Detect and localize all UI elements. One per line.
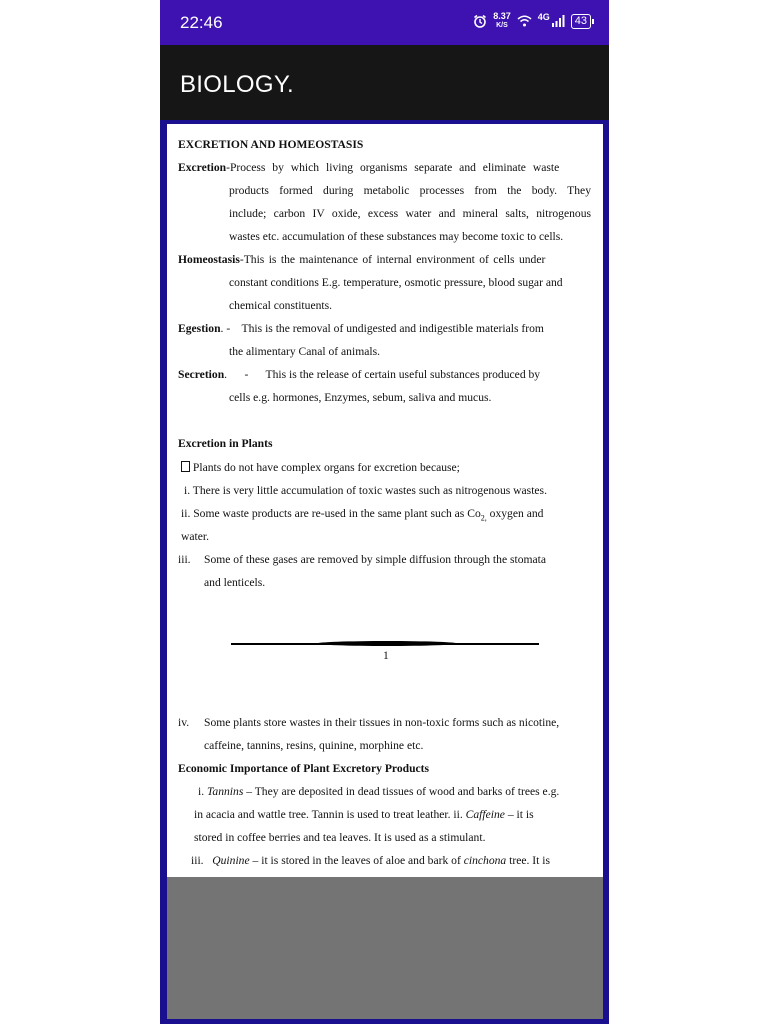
wifi-icon [517, 15, 532, 27]
app-title: BIOLOGY. [180, 71, 295, 98]
item-ii-line-2: water. [181, 530, 210, 543]
item-iii-number: iii. [178, 553, 191, 566]
document-viewer[interactable] [160, 120, 609, 1024]
status-bar [160, 0, 609, 45]
economic-heading: Economic Importance of Plant Excretory Products [178, 762, 430, 775]
status-time: 22:46 [180, 13, 223, 32]
secretion-definition: Secretion. - This is the release of certain useful substances produced by [178, 368, 541, 381]
secretion-term: Secretion [178, 368, 225, 381]
economic-item-i-line-3: stored in coffee berries and tea leaves. It is used as a stimulant. [194, 831, 486, 844]
page-number: 1 [383, 649, 389, 662]
homeostasis-line-3: chemical constituents. [229, 299, 333, 312]
network-speed-unit: K/S [496, 22, 508, 29]
egestion-line-2: the alimentary Canal of animals. [229, 345, 380, 358]
alarm-icon [473, 14, 487, 28]
homeostasis-term: Homeostasis [178, 253, 240, 266]
network-speed-value: 8.37 [493, 11, 511, 21]
excretion-line-2: products formed during metabolic processes from the body. They [229, 184, 591, 197]
egestion-term: Egestion [178, 322, 221, 335]
item-iv: Some plants store wastes in their tissues in non-toxic forms such as nicotine, [204, 716, 560, 729]
item-ii: ii. Some waste products are re-used in the same plant such as $Co_{2,}$ oxygen and [181, 507, 544, 523]
document-page[interactable] [167, 124, 603, 877]
economic-item-i-line-2: in acacia and wattle tree. Tannin is used to treat leather. ii. Caffeine – it is [194, 808, 534, 821]
blank-page-area [167, 877, 603, 1019]
excretion-definition: Excretion-Process by which living organisms separate and eliminate waste [178, 161, 560, 174]
item-i: i. There is very little accumulation of toxic wastes such as nitrogenous wastes. [184, 484, 547, 497]
secretion-line-2: cells e.g. hormones, Enzymes, sebum, saliva and mucus. [229, 391, 492, 404]
missing-glyph-icon [181, 461, 190, 472]
app-bar [160, 45, 609, 120]
item-iv-number: iv. [178, 716, 190, 729]
economic-item-iii: iii. Quinine – it is stored in the leaves of aloe and bark of cinchona tree. It is [191, 854, 551, 867]
egestion-definition: Egestion. - This is the removal of undigested and indigestible materials from [178, 322, 544, 335]
homeostasis-line-2: constant conditions E.g. temperature, osmotic pressure, blood sugar and [229, 276, 563, 289]
item-iii-line-2: and lenticels. [204, 576, 266, 589]
status-icons [473, 12, 591, 30]
excretion-line-3: include; carbon IV oxide, excess water and mineral salts, nitrogenous [229, 207, 591, 220]
phone-screen [160, 0, 609, 1024]
network-speed [493, 12, 511, 30]
item-iii: Some of these gases are removed by simple diffusion through the stomata [204, 553, 547, 566]
economic-item-i: i. Tannins – They are deposited in dead tissues of wood and barks of trees e.g. [198, 785, 560, 798]
signal-icon [552, 15, 565, 27]
excretion-term: Excretion [178, 161, 227, 174]
network-type: 4G [537, 12, 550, 22]
excretion-line-4: wastes etc. accumulation of these substances may become toxic to cells. [229, 230, 564, 243]
plants-heading: Excretion in Plants [178, 437, 273, 450]
homeostasis-definition: Homeostasis-This is the maintenance of internal environment of cells under [178, 253, 546, 266]
bullet-line: Plants do not have complex organs for excretion because; [181, 461, 460, 474]
battery-indicator: 43 [571, 14, 591, 29]
item-iv-line-2: caffeine, tannins, resins, quinine, morphine etc. [204, 739, 424, 752]
document-heading: EXCRETION AND HOMEOSTASIS [178, 138, 364, 151]
page-divider-accent [317, 641, 457, 646]
